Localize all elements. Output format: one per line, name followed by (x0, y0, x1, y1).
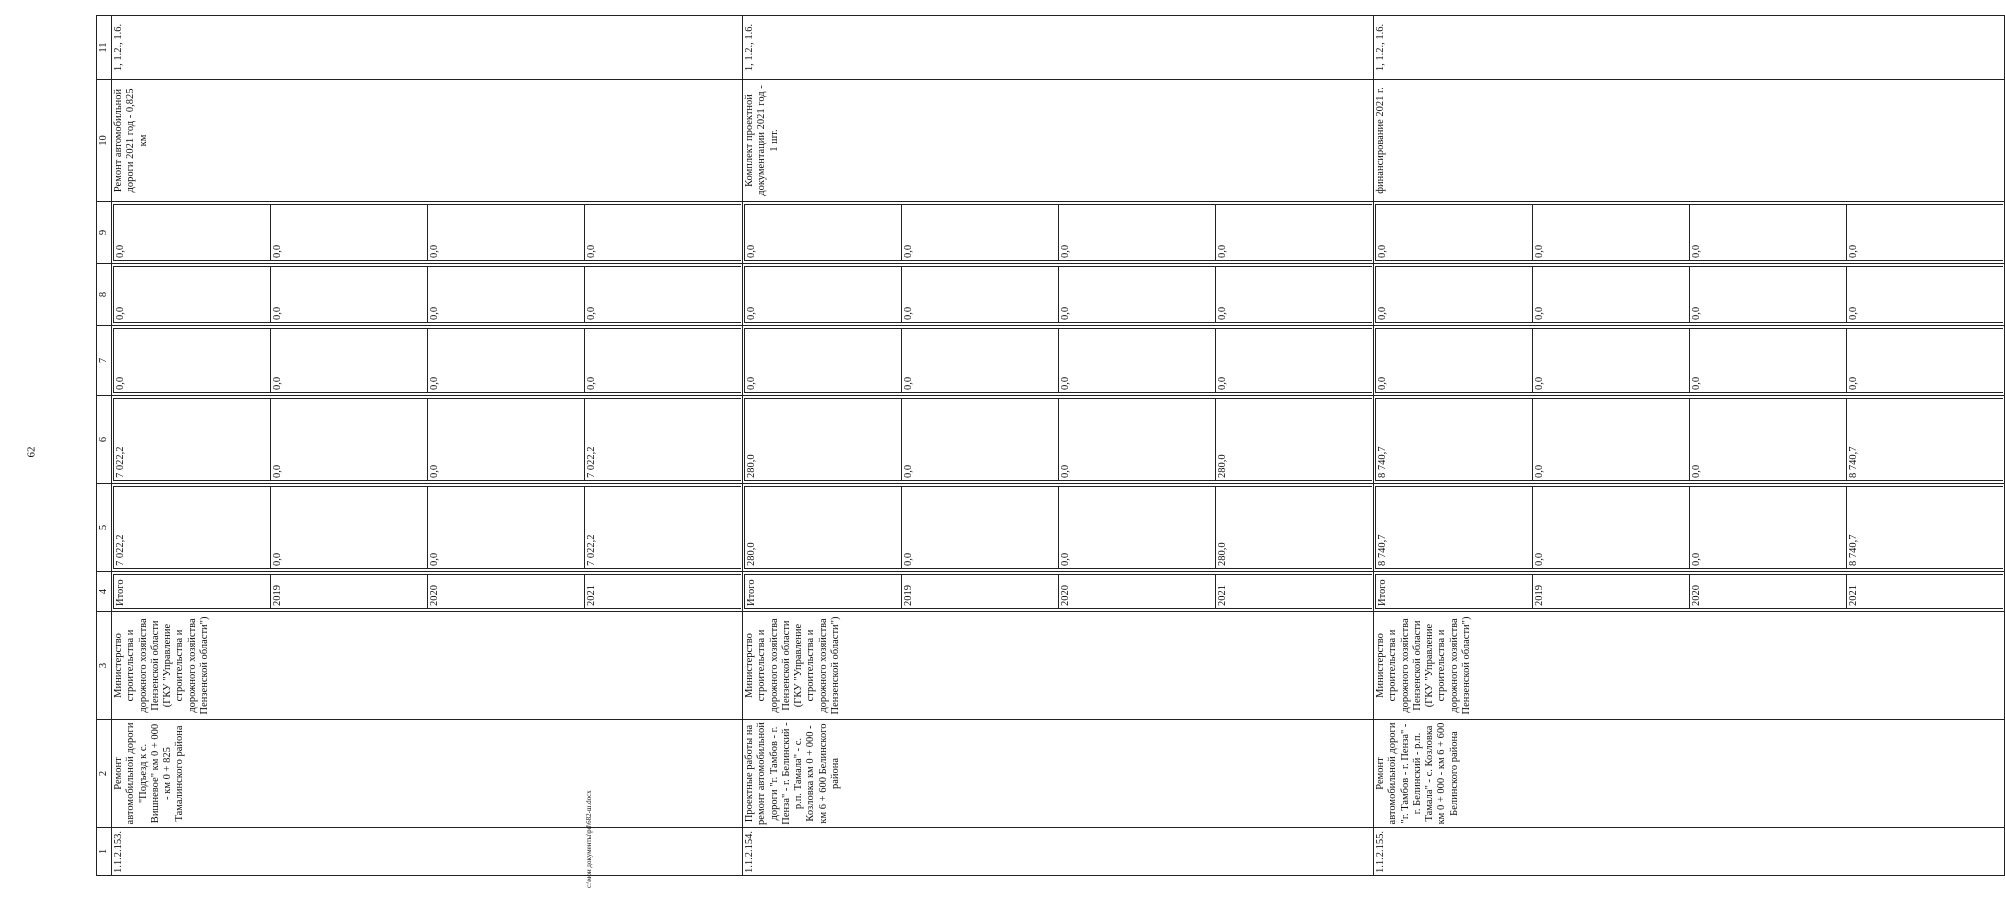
regional-budget-column-value: 0,0 (271, 399, 428, 481)
total-funding-column-value: 0,0 (428, 487, 585, 569)
years-column-value: 2020 (1690, 575, 1847, 609)
years-column-value: 2021 (1847, 575, 2004, 609)
footer-file-path: с:\мои документы\pd\682-ш.docx (585, 790, 593, 888)
executor: Министерство строительства и дорожного хозяйства Пензенской области (ГКУ "Управление строительства и дорожного хозяйства Пензенской области") (743, 612, 1374, 720)
years-column-value: Итого (114, 575, 271, 609)
column-7-value: 0,0 (114, 329, 271, 393)
column-9-value: 0,0 (271, 205, 428, 261)
total-funding-column (1374, 484, 2005, 572)
rotated-table-container (96, 16, 1859, 876)
years-column-value: 2019 (1533, 575, 1690, 609)
column-7-value: 0,0 (1059, 329, 1216, 393)
header-cell: 11 (97, 16, 112, 80)
indicator-reference: 1, 1.2., 1.6. (743, 16, 1374, 80)
regional-budget-column (1374, 396, 2005, 484)
table-row (743, 16, 1374, 876)
regional-budget-column (112, 396, 743, 484)
regional-budget-column-value: 0,0 (1059, 399, 1216, 481)
column-8-value: 0,0 (1847, 267, 2004, 323)
column-7 (1374, 326, 2005, 396)
column-7-value: 0,0 (1847, 329, 2004, 393)
years-column-value: Итого (1376, 575, 1533, 609)
column-7-value: 0,0 (585, 329, 742, 393)
regional-budget-column-value: 8 740,7 (1376, 399, 1533, 481)
column-7-value: 0,0 (902, 329, 1059, 393)
row-number: 1.1.2.154. (743, 828, 1374, 876)
total-funding-column-value: 0,0 (1690, 487, 1847, 569)
regional-budget-column-value: 7 022,2 (114, 399, 271, 481)
column-7-value: 0,0 (1376, 329, 1533, 393)
column-8-value: 0,0 (902, 267, 1059, 323)
executor: Министерство строительства и дорожного хозяйства Пензенской области (ГКУ "Управление строительства и дорожного хозяйства Пензенской области") (112, 612, 743, 720)
column-7-value: 0,0 (1533, 329, 1690, 393)
column-9-value: 0,0 (1376, 205, 1533, 261)
column-9-value: 0,0 (1533, 205, 1690, 261)
header-cell: 4 (97, 572, 112, 612)
years-column-value: Итого (745, 575, 902, 609)
regional-budget-column-value: 8 740,7 (1847, 399, 2004, 481)
measure-name: Ремонт автомобильной дороги "Подъезд к с. Вишневое" км 0 + 000 - км 0 + 825 Тамалинского района (112, 720, 743, 828)
years-column (1374, 572, 2005, 612)
column-9 (743, 202, 1374, 264)
column-9-value: 0,0 (585, 205, 742, 261)
row-number: 1.1.2.155. (1374, 828, 2005, 876)
total-funding-column-value: 7 022,2 (585, 487, 742, 569)
header-cell: 8 (97, 264, 112, 326)
row-number: 1.1.2.153. (112, 828, 743, 876)
column-8-value: 0,0 (1690, 267, 1847, 323)
column-7-value: 0,0 (1216, 329, 1373, 393)
total-funding-column-value: 280,0 (745, 487, 902, 569)
regional-budget-column-value: 0,0 (1533, 399, 1690, 481)
regional-budget-column-value: 0,0 (428, 399, 585, 481)
indicator-reference: 1, 1.2., 1.6. (1374, 16, 2005, 80)
column-9-value: 0,0 (428, 205, 585, 261)
table-row (112, 16, 743, 876)
regional-budget-column-value: 280,0 (1216, 399, 1373, 481)
column-8-value: 0,0 (1533, 267, 1690, 323)
program-table (96, 15, 2005, 876)
column-8-value: 0,0 (585, 267, 742, 323)
executor: Министерство строительства и дорожного хозяйства Пензенской области (ГКУ "Управление строительства и дорожного хозяйства Пензенской области") (1374, 612, 2005, 720)
column-8 (743, 264, 1374, 326)
column-7-value: 0,0 (428, 329, 585, 393)
column-8-value: 0,0 (1216, 267, 1373, 323)
page-number: 62 (25, 446, 38, 458)
measure-name: Ремонт автомобильной дороги "г. Тамбов - г. Пенза" - г. Белинский - р.п. Тамала" - с. Козловка км 0 + 000 - км 6 + 600 Белинского района (1374, 720, 2005, 828)
header-cell: 1 (97, 828, 112, 876)
regional-budget-column-value: 7 022,2 (585, 399, 742, 481)
column-9 (112, 202, 743, 264)
column-7 (112, 326, 743, 396)
total-funding-column-value: 0,0 (902, 487, 1059, 569)
regional-budget-column-value: 0,0 (1690, 399, 1847, 481)
column-7-value: 0,0 (1690, 329, 1847, 393)
column-8 (1374, 264, 2005, 326)
column-8-value: 0,0 (745, 267, 902, 323)
total-funding-column-value: 7 022,2 (114, 487, 271, 569)
expected-result: Ремонт автомобильной дороги 2021 год - 0,825 км (112, 80, 743, 202)
column-9-value: 0,0 (1690, 205, 1847, 261)
column-9-value: 0,0 (114, 205, 271, 261)
header-cell: 10 (97, 80, 112, 202)
total-funding-column (112, 484, 743, 572)
total-funding-column-value: 0,0 (1059, 487, 1216, 569)
years-column (743, 572, 1374, 612)
column-7 (743, 326, 1374, 396)
column-9-value: 0,0 (1059, 205, 1216, 261)
years-column-value: 2020 (1059, 575, 1216, 609)
header-cell: 6 (97, 396, 112, 484)
regional-budget-column (743, 396, 1374, 484)
years-column-value: 2019 (271, 575, 428, 609)
measure-name: Проектные работы на ремонт автомобильной дороги "г. Тамбов - г. Пенза" - г. Белинский - р.п. Тамала" - с. Козловка км 0 + 000 - км 6 + 600 Белинского района (743, 720, 1374, 828)
regional-budget-column-value: 280,0 (745, 399, 902, 481)
years-column-value: 2021 (1216, 575, 1373, 609)
total-funding-column (743, 484, 1374, 572)
years-column-value: 2020 (428, 575, 585, 609)
indicator-reference: 1, 1.2., 1.6. (112, 16, 743, 80)
years-column-value: 2019 (902, 575, 1059, 609)
column-8-value: 0,0 (271, 267, 428, 323)
expected-result: финансирование 2021 г. (1374, 80, 2005, 202)
expected-result: Комплект проектной документации 2021 год - 1 шт. (743, 80, 1374, 202)
header-cell: 5 (97, 484, 112, 572)
column-7-value: 0,0 (745, 329, 902, 393)
column-8-value: 0,0 (114, 267, 271, 323)
header-row (97, 16, 112, 876)
total-funding-column-value: 280,0 (1216, 487, 1373, 569)
column-7-value: 0,0 (271, 329, 428, 393)
column-9-value: 0,0 (1216, 205, 1373, 261)
total-funding-column-value: 0,0 (1533, 487, 1690, 569)
header-cell: 9 (97, 202, 112, 264)
column-8-value: 0,0 (1376, 267, 1533, 323)
total-funding-column-value: 0,0 (271, 487, 428, 569)
column-9-value: 0,0 (1847, 205, 2004, 261)
header-cell: 7 (97, 326, 112, 396)
column-8-value: 0,0 (428, 267, 585, 323)
column-9 (1374, 202, 2005, 264)
header-cell: 2 (97, 720, 112, 828)
column-9-value: 0,0 (745, 205, 902, 261)
table-row (1374, 16, 2005, 876)
years-column-value: 2021 (585, 575, 742, 609)
column-9-value: 0,0 (902, 205, 1059, 261)
regional-budget-column-value: 0,0 (902, 399, 1059, 481)
years-column (112, 572, 743, 612)
header-cell: 3 (97, 612, 112, 720)
total-funding-column-value: 8 740,7 (1376, 487, 1533, 569)
column-8 (112, 264, 743, 326)
total-funding-column-value: 8 740,7 (1847, 487, 2004, 569)
column-8-value: 0,0 (1059, 267, 1216, 323)
